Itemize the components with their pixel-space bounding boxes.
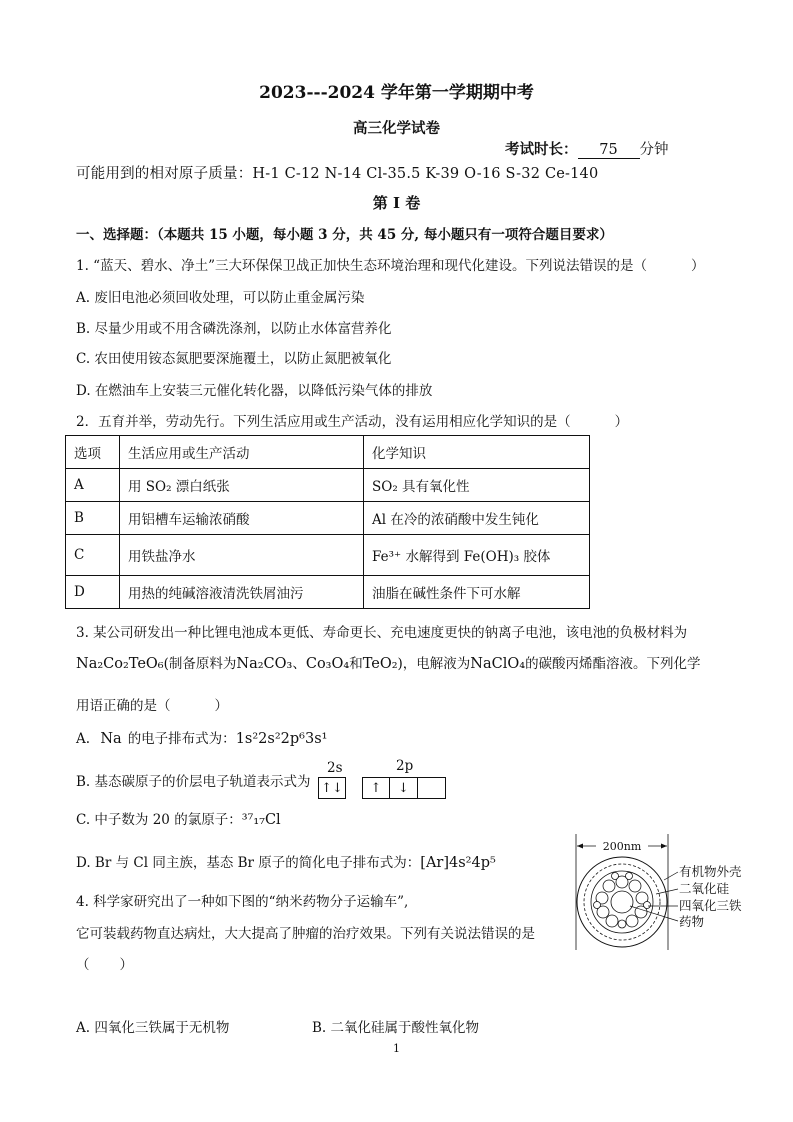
- figure-label: 四氧化三铁: [679, 898, 742, 913]
- q3-option-c: [76, 808, 281, 828]
- q2-table: [65, 435, 590, 609]
- particle: [618, 920, 626, 928]
- leader-line-shell: [664, 872, 678, 880]
- duration-unit: 分钟: [639, 142, 669, 158]
- figure-label: 药物: [679, 914, 705, 929]
- raw-material-formula: TeO₂: [362, 656, 398, 672]
- particle: [626, 873, 633, 880]
- table-cell: 用铁盐净水: [120, 535, 364, 576]
- q3-option-d: [76, 851, 496, 871]
- q4-line3: [76, 953, 133, 973]
- q3-line2: [76, 652, 701, 672]
- q3-option-a: [76, 727, 327, 747]
- option-text: 的电子排布式为：: [127, 731, 236, 747]
- q1-stem-text: 1. “蓝天、碧水、净土”三大环保保卫战正加快生态环境治理和现代化建设。下列说法错误的是（: [76, 258, 647, 274]
- q3-text: 、: [292, 656, 306, 672]
- table-cell: SO₂ 具有氧化性: [364, 469, 590, 502]
- bromine-config: [Ar]4s²4p⁵: [420, 855, 496, 871]
- particle-cluster: [594, 873, 651, 929]
- q4-option-a: A. 四氧化三铁属于无机物: [76, 1020, 230, 1036]
- table-header-cell: 生活应用或生产活动: [120, 436, 364, 469]
- q3-text: (制备原料为: [163, 656, 237, 672]
- q1-option-d: D. 在燃油车上安装三元催化转化器，以降低污染气体的排放: [76, 383, 433, 399]
- orbital-2s-box: [318, 777, 346, 799]
- leader-line-silica: [656, 889, 678, 894]
- q1-option-c: C. 农田使用铵态氮肥要深施覆土，以防止氮肥被氧化: [76, 351, 392, 367]
- q4-paren-open: （: [76, 957, 90, 973]
- q3-text: 的碳酸丙烯酯溶液。下列化学: [525, 656, 701, 672]
- raw-material-formula: Co₃O₄: [305, 656, 350, 672]
- table-cell: Al 在冷的浓硝酸中发生钝化: [364, 502, 590, 535]
- particle: [626, 915, 638, 927]
- atomic-masses-line: 可能用到的相对原子质量：H-1 C-12 N-14 Cl-35.5 K-39 O-16 S-32 Ce-140: [76, 166, 599, 182]
- orbital-2p-boxes: [362, 777, 446, 799]
- particle: [612, 873, 619, 880]
- drug-core: [611, 891, 633, 913]
- particle: [629, 880, 641, 892]
- table-header-cell: 化学知识: [364, 436, 590, 469]
- anode-formula: Na₂Co₂TeO₆: [76, 656, 164, 672]
- particle: [644, 902, 651, 909]
- exam-duration: [505, 138, 669, 159]
- part-heading: 第 I 卷: [372, 194, 421, 212]
- duration-value: 75: [578, 142, 640, 159]
- q4-option-b: B. 二氧化硅属于酸性氧化物: [312, 1020, 480, 1036]
- q2-stem-text: 2．五育并举，劳动先行。下列生活应用或生产活动，没有运用相应化学知识的是（: [76, 414, 571, 430]
- table-cell: 用 SO₂ 漂白纸张: [120, 469, 364, 502]
- option-text: C. 中子数为 20 的氯原子：: [76, 812, 242, 828]
- table-cell: C: [66, 535, 120, 576]
- table-header-row: [66, 436, 590, 469]
- page-number: 1: [393, 1042, 400, 1055]
- table-cell: 用铝槽车运输浓硝酸: [120, 502, 364, 535]
- orbital-2p-label: 2p: [396, 758, 414, 774]
- exam-subtitle: 高三化学试卷: [353, 120, 440, 137]
- orbital-box: ↑: [362, 777, 390, 799]
- sodium-symbol: Na: [100, 731, 122, 747]
- section-heading-choice: 一、选择题：（本题共 15 小题，每小题 3 分，共 45 分, 每小题只有一项符合题目要求）: [76, 227, 613, 243]
- nano-carrier-figure: [568, 832, 758, 956]
- table-header-cell: 选项: [66, 436, 120, 469]
- q1-stem: [76, 254, 704, 274]
- particle: [606, 915, 618, 927]
- particle: [603, 880, 615, 892]
- raw-material-formula: Na₂CO₃: [236, 656, 293, 672]
- q4-line1: 4. 科学家研究出了一种如下图的“纳米药物分子运输车”,: [76, 894, 409, 910]
- electrolyte-formula: NaClO₄: [470, 656, 526, 672]
- q3-line1: 3. 某公司研发出一种比锂电池成本更低、寿命更长、充电速度更快的钠离子电池，该电池的负极材料为: [76, 625, 688, 641]
- q3-paren-close: ）: [214, 698, 228, 714]
- figure-label: 二氧化硅: [679, 881, 730, 896]
- exam-title: 2023---2024 学年第一学期期中考: [259, 83, 534, 103]
- option-label: A.: [76, 731, 91, 747]
- orbital-box: ↑↓: [318, 777, 346, 799]
- table-row: [66, 502, 590, 535]
- figure-label: 有机物外壳: [679, 864, 742, 879]
- q3-line3-text: 用语正确的是（: [76, 698, 171, 714]
- orbital-box: [418, 777, 446, 799]
- q3-option-b: B. 基态碳原子的价层电子轨道表示式为: [76, 774, 311, 790]
- chlorine-isotope: ³⁷₁₇Cl: [241, 812, 281, 828]
- q3-line3: [76, 694, 228, 714]
- table-cell: A: [66, 469, 120, 502]
- q3-text: )，电解液为: [397, 656, 471, 672]
- q1-paren-close: ）: [690, 258, 705, 274]
- q1-option-a: A. 废旧电池必须回收处理，可以防止重金属污染: [76, 290, 365, 306]
- particle: [594, 902, 601, 909]
- table-row: [66, 576, 590, 609]
- table-cell: D: [66, 576, 120, 609]
- option-text: D. Br 与 Cl 同主族，基态 Br 原子的简化电子排布式为：: [76, 855, 421, 871]
- q1-option-b: B. 尽量少用或不用含磷洗涤剂，以防止水体富营养化: [76, 321, 392, 337]
- q4-paren-close: ）: [119, 957, 133, 973]
- table-row: [66, 535, 590, 576]
- q2-paren-close: ）: [614, 414, 629, 430]
- electron-config: 1s²2s²2p⁶3s¹: [235, 731, 328, 747]
- q3-text: 和: [349, 656, 363, 672]
- table-cell: B: [66, 502, 120, 535]
- duration-label: 考试时长：: [505, 141, 578, 158]
- table-row: [66, 469, 590, 502]
- scale-label: 200nm: [602, 840, 642, 853]
- table-cell: 油脂在碱性条件下可水解: [364, 576, 590, 609]
- scale-arrow-right: [661, 844, 667, 849]
- scale-arrow-left: [577, 844, 583, 849]
- table-cell: Fe³⁺ 水解得到 Fe(OH)₃ 胶体: [364, 535, 590, 576]
- table-cell: 用热的纯碱溶液清洗铁屑油污: [120, 576, 364, 609]
- orbital-diagram: [318, 758, 453, 803]
- orbital-2s-label: 2s: [327, 760, 343, 776]
- q2-stem: [76, 410, 628, 430]
- q4-line2: 它可装载药物直达病灶，大大提高了肿瘤的治疗效果。下列有关说法错误的是: [76, 926, 535, 942]
- orbital-box: ↓: [390, 777, 418, 799]
